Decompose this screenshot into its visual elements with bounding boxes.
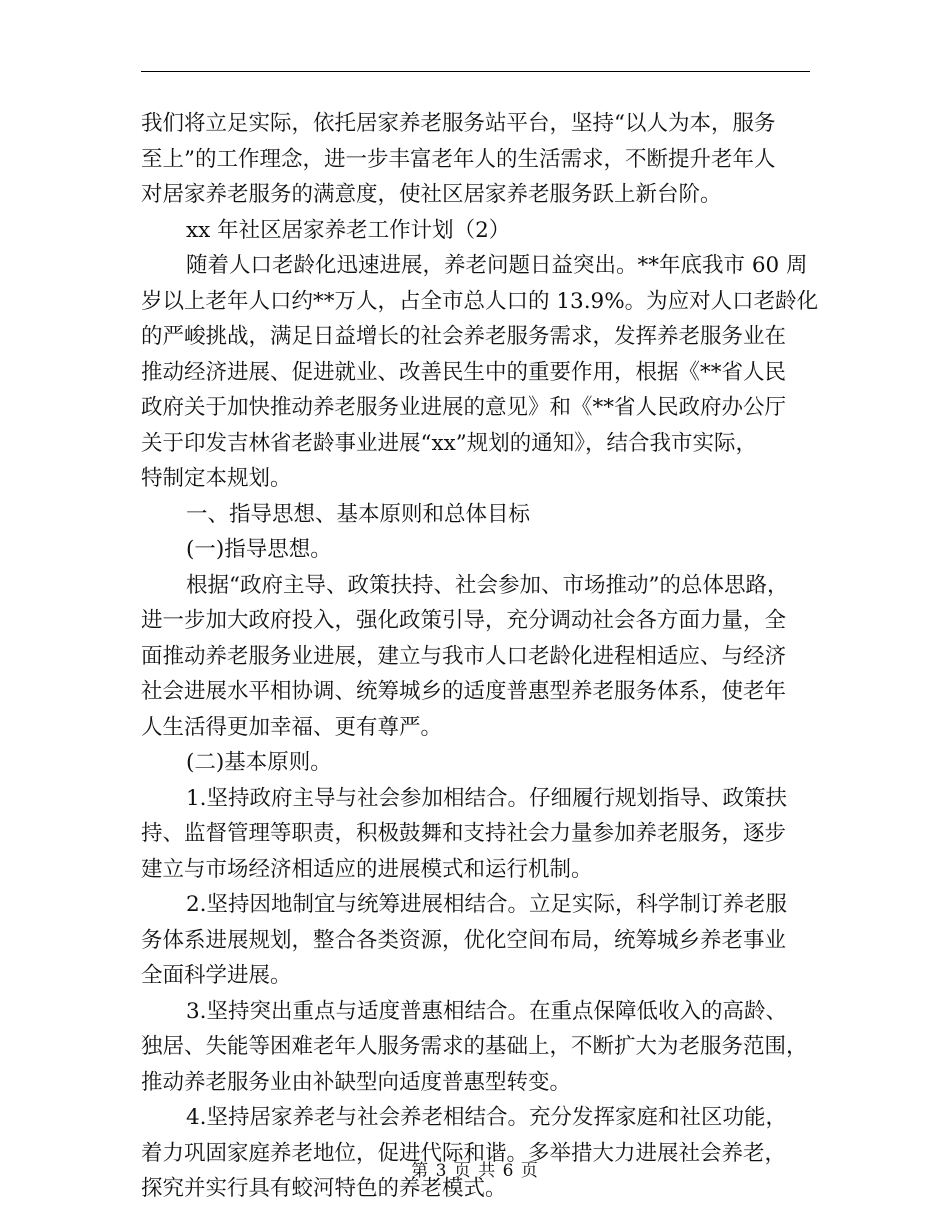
text-line: 推动养老服务业由补缺型向适度普惠型转变。 bbox=[141, 1069, 572, 1095]
text-line: 的严峻挑战，满足日益增长的社会养老服务需求，发挥养老服务业在 bbox=[141, 324, 787, 349]
text-line: 政府关于加快推动养老服务业进展的意见》和《**省人民政府办公厅 bbox=[141, 395, 787, 420]
text-line: (二)基本原则。 bbox=[186, 750, 332, 775]
text-line: 4.坚持居家养老与社会养老相结合。充分发挥家庭和社区功能， bbox=[186, 1105, 788, 1130]
text-line: 特制定本规划。 bbox=[141, 466, 292, 491]
text-line: 随着人口老龄化迅速进展，养老问题日益突出。**年底我市 60 周 bbox=[186, 253, 808, 278]
text-line: 关于印发吉林省老龄事业进展“xx”规划的通知》，结合我市实际， bbox=[141, 430, 757, 456]
text-line: 持、监督管理等职责，积极鼓舞和支持社会力量参加养老服务，逐步 bbox=[141, 821, 787, 846]
text-line: (一)指导思想。 bbox=[186, 537, 332, 562]
text-line: 人生活得更加幸福、更有尊严。 bbox=[141, 714, 443, 740]
page-number: 第 3 页 共 6 页 bbox=[411, 1161, 539, 1181]
text-line: 岁以上老年人口约**万人，占全市总人口的 13.9%。为应对人口老龄化 bbox=[141, 288, 819, 314]
header-rule bbox=[141, 71, 810, 72]
text-line: 社会进展水平相协调、统筹城乡的适度普惠型养老服务体系，使老年 bbox=[141, 679, 787, 704]
text-line: 1.坚持政府主导与社会参加相结合。仔细履行规划指导、政策扶 bbox=[186, 785, 788, 811]
text-line: 至上”的工作理念，进一步丰富老年人的生活需求，不断提升老年人 bbox=[141, 146, 776, 172]
text-line: xx 年社区居家养老工作计划（2） bbox=[186, 217, 511, 243]
document-body bbox=[141, 106, 819, 1207]
text-line: 探究并实行具有蛟河特色的养老模式。 bbox=[141, 1176, 507, 1201]
text-line: 2.坚持因地制宜与统筹进展相结合。立足实际，科学制订养老服 bbox=[186, 892, 788, 917]
text-line: 务体系进展规划，整合各类资源，优化空间布局，统筹城乡养老事业 bbox=[141, 927, 787, 953]
text-line: 根据“政府主导、政策扶持、社会参加、市场推动”的总体思路， bbox=[186, 572, 789, 598]
text-line: 推动经济进展、促进就业、改善民生中的重要作用，根据《**省人民 bbox=[141, 359, 787, 385]
text-line: 对居家养老服务的满意度，使社区居家养老服务跃上新台阶。 bbox=[141, 182, 722, 207]
text-line: 3.坚持突出重点与适度普惠相结合。在重点保障低收入的高龄、 bbox=[186, 998, 788, 1024]
text-line: 全面科学进展。 bbox=[141, 963, 292, 988]
text-line: 建立与市场经济相适应的进展模式和运行机制。 bbox=[141, 856, 593, 882]
text-line: 独居、失能等困难老年人服务需求的基础上，不断扩大为老服务范围， bbox=[141, 1034, 808, 1059]
text-line: 进一步加大政府投入，强化政策引导，充分调动社会各方面力量，全 bbox=[141, 608, 787, 633]
text-line: 着力巩固家庭养老地位，促进代际和谐。多举措大力进展社会养老， bbox=[141, 1140, 787, 1166]
text-line: 一、指导思想、基本原则和总体目标 bbox=[186, 501, 531, 527]
text-line: 我们将立足实际，依托居家养老服务站平台，坚持“以人为本，服务 bbox=[141, 111, 776, 136]
text-line: 面推动养老服务业进展，建立与我市人口老龄化进程相适应、与经济 bbox=[141, 643, 787, 669]
